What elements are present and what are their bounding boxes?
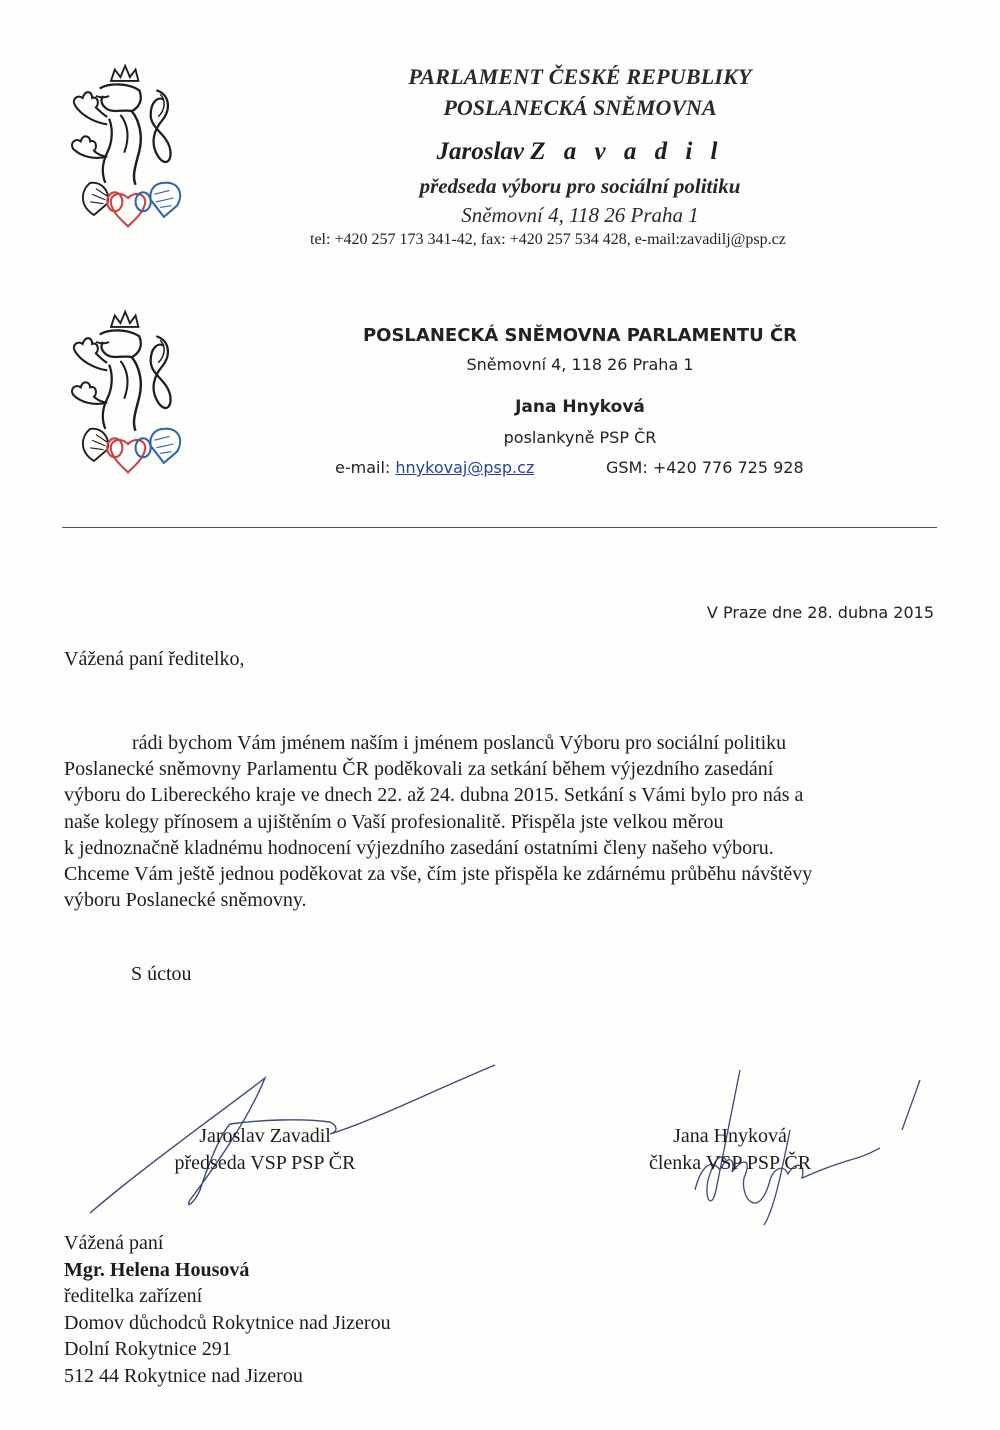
addressee-position: ředitelka zařízení (64, 1285, 203, 1307)
closing: S úctou (131, 963, 192, 985)
body-line: naše kolegy přínosem a ujištěním o Vaší profesionalitě. Přispěla jste velkou měrou (64, 810, 724, 833)
letter-body (64, 730, 944, 913)
sender-contact-line: tel: +420 257 173 341-42, fax: +420 257 534 428, e-mail:zavadilj@psp.cz (310, 231, 786, 248)
cosender-gsm: GSM: +420 776 725 928 (606, 458, 804, 477)
addressee-greeting: Vážená paní (64, 1232, 164, 1254)
addressee-block (64, 1230, 391, 1389)
signature-block-zavadil (160, 1123, 370, 1177)
sender-last-name: Z a v a d i l (530, 138, 724, 165)
sender-name (270, 138, 890, 166)
chamber-name: POSLANECKÁ SNĚMOVNA (443, 95, 717, 120)
addressee-city: 512 44 Rokytnice nad Jizerou (64, 1364, 303, 1387)
czech-lion-emblem-icon (58, 62, 198, 232)
letter-date: V Praze dne 28. dubna 2015 (706, 603, 934, 622)
body-line: výboru do Libereckého kraje ve dnech 22. až 24. dubna 2015. Setkání s Vámi bylo pro nás a (64, 784, 804, 807)
addressee-name: Mgr. Helena Housová (64, 1258, 250, 1281)
czech-lion-emblem-icon (58, 308, 198, 478)
email-link[interactable]: hnykovaj@psp.cz (395, 458, 535, 477)
body-line: výboru Poslanecké sněmovny. (64, 889, 307, 912)
signer-title: předseda VSP PSP ČR (174, 1152, 356, 1174)
body-line: Poslanecké sněmovny Parlamentu ČR poděkovali za setkání během výjezdního zasedání (64, 758, 774, 781)
institution-address-secondary: Sněmovní 4, 118 26 Praha 1 (466, 355, 694, 374)
cosender-name: Jana Hnyková (515, 397, 645, 417)
institution-name: PARLAMENT ČESKÉ REPUBLIKY (408, 64, 752, 89)
signer-name: Jana Hnyková (673, 1125, 787, 1147)
cosender-email (335, 458, 534, 477)
salutation: Vážená paní ředitelko, (64, 648, 245, 670)
signer-name: Jaroslav Zavadil (199, 1125, 331, 1147)
email-label: e-mail: (335, 458, 391, 477)
cosender-role: poslankyně PSP ČR (503, 428, 657, 447)
body-line: Chceme Vám ještě jednou poděkovat za vše, čím jste přispěla ke zdárnému průběhu návštěvy (64, 863, 813, 886)
header-divider (62, 527, 937, 528)
addressee-street: Dolní Rokytnice 291 (64, 1338, 232, 1360)
signer-title: členka VSP PSP ČR (648, 1152, 812, 1174)
body-line: k jednoznačně kladnému hodnocení výjezdního zasedání ostatními členy našeho výboru. (64, 836, 774, 859)
sender-address: Sněmovní 4, 118 26 Praha 1 (461, 203, 699, 227)
addressee-organization: Domov důchodců Rokytnice nad Jizerou (64, 1311, 391, 1334)
sender-first-name: Jaroslav (436, 138, 524, 165)
institution-name-secondary: POSLANECKÁ SNĚMOVNA PARLAMENTU ČR (362, 325, 798, 346)
body-line: rádi bychom Vám jménem naším i jménem poslanců Výboru pro sociální politiku (132, 732, 787, 754)
sender-role: předseda výboru pro sociální politiku (419, 174, 741, 198)
signature-block-hnykova (630, 1123, 830, 1177)
